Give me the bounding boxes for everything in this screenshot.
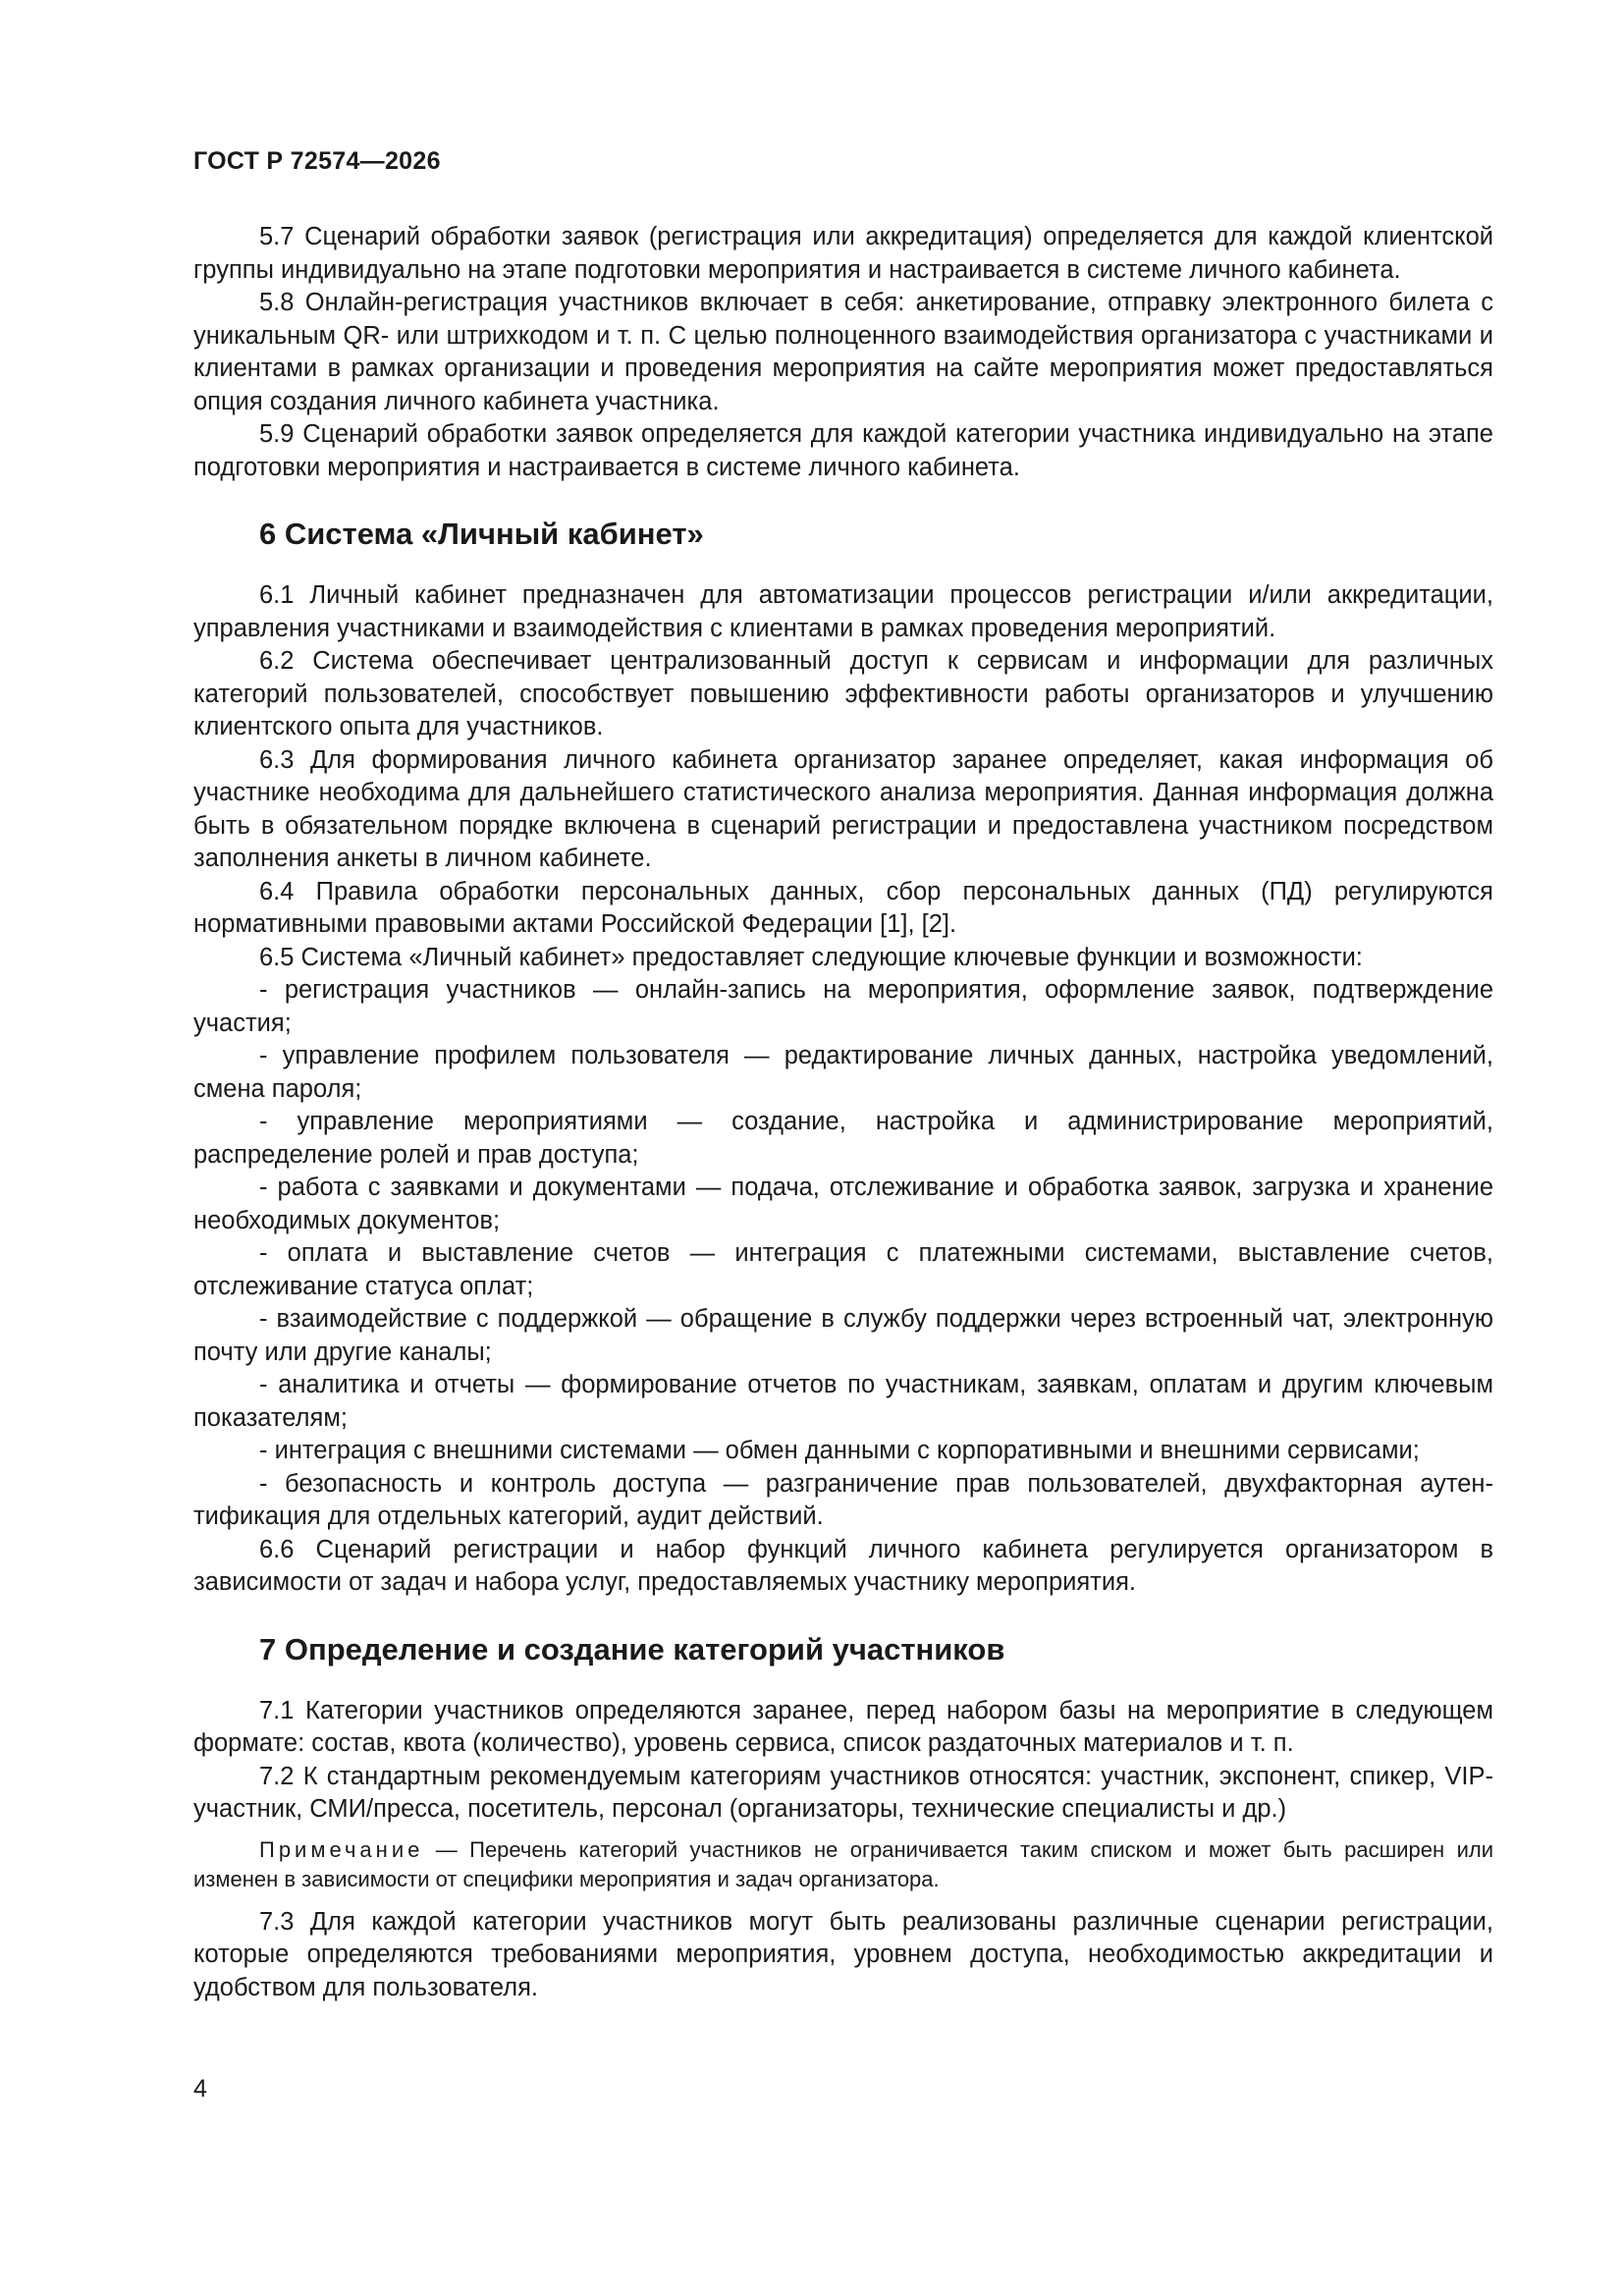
paragraph-7-3: 7.3 Для каждой категории участников могут быть реализованы различные сценарии регистрации, которые определяются требованиями мероприятия, уровнем доступа, необходимостью аккредитации и удобством для пользователя.: [193, 1907, 1493, 2001]
paragraph-5-7: 5.7 Сценарий обработки заявок (регистрация или аккредитация) определяется для каждой клиентской группы индивидуально на этапе подготовки мероприятия и настраивается в системе личного кабинета.: [193, 223, 1493, 284]
section-7-heading: 7 Определение и создание категорий участников: [259, 1631, 1005, 1667]
paragraph-6-4: 6.4 Правила обработки персональных данных, сбор персональных данных (ПД) регулируются нормативными правовыми актами Российской Федерации [1], [2].: [193, 877, 1493, 938]
note-text: — Перечень категорий участников не ограничивается таким списком и может быть расширен или изменен в зависимости от специфики мероприятия и задач организатора.: [193, 1836, 1493, 1891]
document-body: [193, 221, 1493, 2004]
paragraph-6-3: 6.3 Для формирования личного кабинета организатор заранее определяет, какая информация об участнике необходима для дальнейшего статистического анализа мероприятия. Данная информация должна быть в обязательном порядке включена в сценарий регистрации и предоставлена участником посредством заполнения анкеты в личном кабинете.: [193, 745, 1493, 872]
list-item: - управление мероприятиями — создание, настройка и администрирование мероприятий, распределение ролей и прав доступа;: [193, 1108, 1493, 1169]
list-item: - управление профилем пользователя — редактирование личных данных, настройка уведомлений, смена пароля;: [193, 1042, 1493, 1103]
list-item: - оплата и выставление счетов — интеграция с платежными системами, выставление счетов, отслеживание статуса оплат;: [193, 1239, 1493, 1300]
list-item: - работа с заявками и документами — подача, отслеживание и обработка заявок, загрузка и хранение необходимых документов;: [193, 1174, 1493, 1234]
note: [193, 1835, 1493, 1894]
section-6-heading: 6 Система «Личный кабинет»: [259, 517, 704, 551]
page-number: 4: [193, 2075, 207, 2103]
paragraph-7-2: 7.2 К стандартным рекомендуемым категориям участников относятся: участник, экспонент, спикер, VIP-участник, СМИ/пресса, посетитель, персонал (организаторы, технические специалисты и др.): [193, 1762, 1493, 1823]
list-item: - безопасность и контроль доступа — разграничение прав пользователей, двухфакторная аутентификация для отдельных категорий, аудит действий.: [193, 1469, 1493, 1530]
list-item: - регистрация участников — онлайн-запись на мероприятия, оформление заявок, подтверждение участия;: [193, 976, 1493, 1037]
note-label: Примечание: [259, 1836, 424, 1862]
paragraph-6-2: 6.2 Система обеспечивает централизованный доступ к сервисам и информации для различных категорий пользователей, способствует повышению эффективности работы организаторов и улучшению клиентского опыта для участников.: [193, 647, 1493, 740]
paragraph-5-9: 5.9 Сценарий обработки заявок определяется для каждой категории участника индивидуально на этапе подготовки мероприятия и настраивается в системе личного кабинета.: [193, 420, 1493, 481]
list-item: - взаимодействие с поддержкой — обращение в службу поддержки через встроенный чат, электронную почту или другие каналы;: [193, 1305, 1493, 1366]
paragraph-7-1: 7.1 Категории участников определяются заранее, перед набором базы на мероприятие в следующем формате: состав, квота (количество), уровень сервиса, список раздаточных материалов и т. п.: [193, 1696, 1493, 1757]
standard-code-header: ГОСТ Р 72574—2026: [193, 147, 441, 175]
paragraph-5-8: 5.8 Онлайн-регистрация участников включает в себя: анкетирование, отправку электронного билета с уникальным QR- или штрихкодом и т. п. С целью полноценного взаимодействия организатора с участниками и клиентами в рамках организации и проведения мероприятия на сайте мероприятия может предоставляться опция создания личного кабинета участника.: [193, 289, 1493, 415]
list-item: - аналитика и отчеты — формирование отчетов по участникам, заявкам, оплатам и другим ключевым показателям;: [193, 1371, 1493, 1432]
paragraph-6-1: 6.1 Личный кабинет предназначен для автоматизации процессов регистрации и/или аккредитации, управления участниками и взаимодействия с клиентами в рамках проведения мероприятий.: [193, 581, 1493, 642]
paragraph-6-5: 6.5 Система «Личный кабинет» предоставляет следующие ключевые функции и возможности:: [259, 943, 1363, 971]
list-item: - интеграция с внешними системами — обмен данными с корпоративными и внешними сервисами;: [259, 1437, 1420, 1464]
paragraph-6-6: 6.6 Сценарий регистрации и набор функций личного кабинета регулируется организатором в зависимости от задач и набора услуг, предоставляемых участнику мероприятия.: [193, 1535, 1493, 1596]
